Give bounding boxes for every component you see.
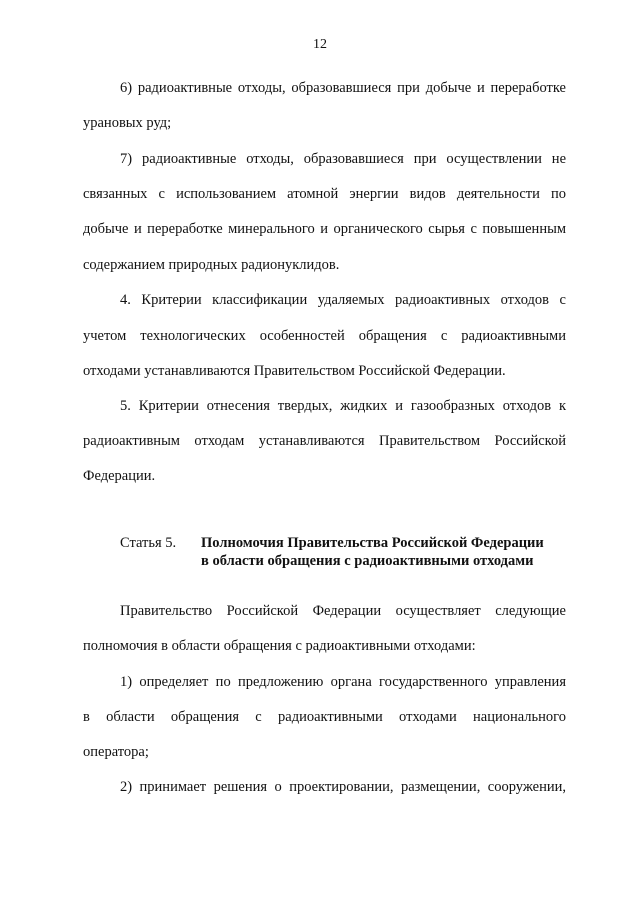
article-title-line-2: в области обращения с радиоактивными отходами [201,553,534,569]
item-7-line-1: 7) радиоактивные отходы, образовавшиеся при осуществлении не [120,151,566,167]
para-5-line-2: радиоактивным отходам устанавливаются Правительством Российской [83,433,566,449]
power-1-line-2: в области обращения с радиоактивными отходами национального [83,709,566,725]
item-7-line-3: добыче и переработке минерального и органического сырья с повышенным [83,221,566,237]
article-label: Статья 5. [120,535,177,551]
page-number: 12 [313,37,327,52]
para-4-line-3: отходами устанавливаются Правительством Российской Федерации. [83,363,506,379]
intro-line-2: полномочия в области обращения с радиоактивными отходами: [83,638,476,654]
para-5-line-1: 5. Критерии отнесения твердых, жидких и газообразных отходов к [120,398,566,414]
para-4-line-1: 4. Критерии классификации удаляемых радиоактивных отходов с [120,292,566,308]
power-1-line-3: оператора; [83,744,149,760]
power-2-line-1: 2) принимает решения о проектировании, размещении, сооружении, [120,779,566,795]
item-7-line-4: содержанием природных радионуклидов. [83,257,340,273]
item-6-line-1: 6) радиоактивные отходы, образовавшиеся при добыче и переработке [120,80,566,96]
para-4-line-2: учетом технологических особенностей обращения с радиоактивными [83,328,566,344]
para-5-line-3: Федерации. [83,468,156,484]
article-title-line-1: Полномочия Правительства Российской Федерации [201,535,544,551]
intro-line-1: Правительство Российской Федерации осуществляет следующие [120,603,566,619]
power-1-line-1: 1) определяет по предложению органа государственного управления [120,674,566,690]
item-7-line-2: связанных с использованием атомной энергии видов деятельности по [83,186,566,202]
item-6-line-2: урановых руд; [83,115,172,131]
